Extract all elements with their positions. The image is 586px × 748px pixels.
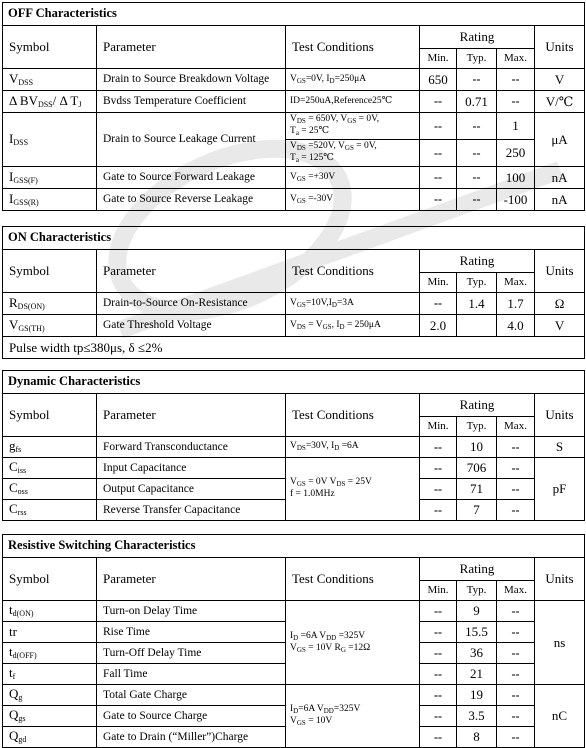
section-title: Dynamic Characteristics (3, 371, 585, 394)
max-cell: -- (497, 500, 535, 521)
max-cell: -- (497, 458, 535, 479)
symbol-cell: $Q_g$ (3, 685, 97, 706)
col-rating: Rating (420, 558, 535, 581)
typ-cell: -- (457, 140, 497, 167)
on-characteristics-table (2, 226, 585, 359)
col-parameter: Parameter (97, 26, 286, 69)
col-max: Max. (497, 417, 535, 437)
pulse-note: Pulse width tp≤380μs, δ ≤2% (3, 337, 585, 359)
col-max: Max. (497, 49, 535, 69)
symbol-cell: $C_{iss}$ (3, 458, 97, 479)
condition-cell: $V_{GS} = 0V$ $V_{DS} = 25V$ f = 1.0MHz (286, 458, 420, 521)
col-parameter: Parameter (97, 394, 286, 437)
typ-cell: 19 (457, 685, 497, 706)
col-max: Max. (497, 581, 535, 601)
symbol-cell: $I_{DSS}$ (3, 113, 97, 167)
parameter-cell: Gate to Source Charge (97, 706, 286, 727)
typ-cell: 706 (457, 458, 497, 479)
col-test-conditions: Test Conditions (286, 26, 420, 69)
max-cell: -- (497, 685, 535, 706)
table-row (3, 601, 585, 622)
parameter-cell: Gate to Source Forward Leakage (97, 167, 286, 189)
typ-cell: 15.5 (457, 622, 497, 643)
col-min: Min. (420, 581, 457, 601)
symbol-cell: $C_{rss}$ (3, 500, 97, 521)
max-cell: -- (497, 437, 535, 458)
condition-cell: $V_{GS}=10V,I_D=3A$ (286, 293, 420, 315)
max-cell: 4.0 (497, 315, 535, 337)
unit-cell: V (535, 69, 585, 91)
typ-cell: 3.5 (457, 706, 497, 727)
min-cell: -- (420, 685, 457, 706)
condition-cell: $I_D=6A$ $V_{DD}=325V$ $V_{GS} = 10V$ (286, 685, 420, 748)
unit-cell: nA (535, 167, 585, 189)
typ-cell: -- (457, 167, 497, 189)
typ-cell: 21 (457, 664, 497, 685)
min-cell: -- (420, 479, 457, 500)
condition-cell: $V_{DS} = V_{GS}$, $I_D = 250\mu A$ (286, 315, 420, 337)
table-row (3, 113, 585, 140)
col-test-conditions: Test Conditions (286, 558, 420, 601)
typ-cell: -- (457, 69, 497, 91)
table-row (3, 189, 585, 211)
col-min: Min. (420, 417, 457, 437)
table-row (3, 293, 585, 315)
symbol-cell: $I_{GSS(F)}$ (3, 167, 97, 189)
col-symbol: Symbol (3, 558, 97, 601)
parameter-cell: Fall Time (97, 664, 286, 685)
typ-cell: -- (457, 189, 497, 211)
min-cell: 650 (420, 69, 457, 91)
max-cell: 1.7 (497, 293, 535, 315)
max-cell: 100 (497, 167, 535, 189)
max-cell: -100 (497, 189, 535, 211)
table-row (3, 437, 585, 458)
unit-cell: nA (535, 189, 585, 211)
min-cell: -- (420, 437, 457, 458)
parameter-cell: Total Gate Charge (97, 685, 286, 706)
unit-cell: nC (535, 685, 585, 748)
symbol-cell: $C_{oss}$ (3, 479, 97, 500)
section-title: OFF Characteristics (3, 3, 585, 26)
min-cell: -- (420, 643, 457, 664)
condition-cell: $V_{GS} =+30V$ (286, 167, 420, 189)
parameter-cell: Forward Transconductance (97, 437, 286, 458)
col-units: Units (535, 26, 585, 69)
table-row (3, 69, 585, 91)
condition-cell: ID=250uA,Reference25℃ (286, 91, 420, 113)
typ-cell (457, 315, 497, 337)
typ-cell: 71 (457, 479, 497, 500)
col-parameter: Parameter (97, 558, 286, 601)
col-symbol: Symbol (3, 26, 97, 69)
parameter-cell: Gate to Source Reverse Leakage (97, 189, 286, 211)
unit-cell: V/℃ (535, 91, 585, 113)
min-cell: -- (420, 140, 457, 167)
symbol-cell: $t_{d(ON)}$ (3, 601, 97, 622)
symbol-cell: $I_{GSS(R)}$ (3, 189, 97, 211)
parameter-cell: Rise Time (97, 622, 286, 643)
condition-cell: $V_{GS} =-30V$ (286, 189, 420, 211)
col-rating: Rating (420, 250, 535, 273)
col-typ: Typ. (457, 581, 497, 601)
parameter-cell: Turn-Off Delay Time (97, 643, 286, 664)
condition-cell: $I_D =6A$ $V_{DD} =325V$ $V_{GS} = 10V$ $R_G =12\Omega$ (286, 601, 420, 685)
section-title: Resistive Switching Characteristics (3, 535, 585, 558)
parameter-cell: Gate to Drain (“Miller”)Charge (97, 727, 286, 748)
condition-cell: $V_{DS} = 650V$, $V_{GS} = 0V$, $T_a$ = 25℃ (286, 113, 420, 140)
parameter-cell: Gate Threshold Voltage (97, 315, 286, 337)
max-cell: -- (497, 706, 535, 727)
condition-cell: $V_{GS}=0V$, $I_D=250\mu A$ (286, 69, 420, 91)
symbol-cell: $Q_{gs}$ (3, 706, 97, 727)
col-typ: Typ. (457, 417, 497, 437)
min-cell: -- (420, 113, 457, 140)
parameter-cell: Drain to Source Breakdown Voltage (97, 69, 286, 91)
max-cell: -- (497, 69, 535, 91)
min-cell: -- (420, 727, 457, 748)
parameter-cell: Drain to Source Leakage Current (97, 113, 286, 167)
symbol-cell: $R_{DS(ON)}$ (3, 293, 97, 315)
col-min: Min. (420, 273, 457, 293)
col-rating: Rating (420, 394, 535, 417)
section-title: ON Characteristics (3, 227, 585, 250)
typ-cell: 36 (457, 643, 497, 664)
parameter-cell: Input Capacitance (97, 458, 286, 479)
parameter-cell: Turn-on Delay Time (97, 601, 286, 622)
col-rating: Rating (420, 26, 535, 49)
max-cell: 250 (497, 140, 535, 167)
typ-cell: 1.4 (457, 293, 497, 315)
symbol-cell: $V_{GS(TH)}$ (3, 315, 97, 337)
max-cell: -- (497, 479, 535, 500)
min-cell: 2.0 (420, 315, 457, 337)
table-row (3, 315, 585, 337)
col-max: Max. (497, 273, 535, 293)
symbol-cell: $t_{d(OFF)}$ (3, 643, 97, 664)
col-symbol: Symbol (3, 250, 97, 293)
table-row (3, 458, 585, 479)
col-units: Units (535, 558, 585, 601)
max-cell: -- (497, 622, 535, 643)
unit-cell: V (535, 315, 585, 337)
min-cell: -- (420, 500, 457, 521)
max-cell: -- (497, 643, 535, 664)
typ-cell: -- (457, 113, 497, 140)
symbol-cell: tr (3, 622, 97, 643)
unit-cell: μA (535, 113, 585, 167)
parameter-cell: Output Capacitance (97, 479, 286, 500)
col-min: Min. (420, 49, 457, 69)
symbol-cell: $V_{DSS}$ (3, 69, 97, 91)
unit-cell: Ω (535, 293, 585, 315)
unit-cell: pF (535, 458, 585, 521)
condition-cell: $V_{DS} =520V$, $V_{GS} = 0V$, $T_a$ = 125℃ (286, 140, 420, 167)
min-cell: -- (420, 458, 457, 479)
col-units: Units (535, 250, 585, 293)
parameter-cell: Reverse Transfer Capacitance (97, 500, 286, 521)
col-test-conditions: Test Conditions (286, 250, 420, 293)
table-row (3, 167, 585, 189)
unit-cell: ns (535, 601, 585, 685)
col-units: Units (535, 394, 585, 437)
symbol-cell: $g_{fs}$ (3, 437, 97, 458)
unit-cell: S (535, 437, 585, 458)
dynamic-characteristics-table (2, 370, 585, 521)
typ-cell: 0.71 (457, 91, 497, 113)
parameter-cell: Drain-to-Source On-Resistance (97, 293, 286, 315)
parameter-cell: Bvdss Temperature Coefficient (97, 91, 286, 113)
col-typ: Typ. (457, 273, 497, 293)
min-cell: -- (420, 664, 457, 685)
col-parameter: Parameter (97, 250, 286, 293)
max-cell: -- (497, 91, 535, 113)
off-characteristics-table (2, 2, 585, 211)
table-row (3, 685, 585, 706)
condition-cell: $V_{DS}=30V$, $I_D =6A$ (286, 437, 420, 458)
typ-cell: 7 (457, 500, 497, 521)
max-cell: -- (497, 601, 535, 622)
min-cell: -- (420, 167, 457, 189)
col-test-conditions: Test Conditions (286, 394, 420, 437)
col-typ: Typ. (457, 49, 497, 69)
typ-cell: 8 (457, 727, 497, 748)
max-cell: 1 (497, 113, 535, 140)
table-row (3, 91, 585, 113)
symbol-cell: $Q_{gd}$ (3, 727, 97, 748)
min-cell: -- (420, 622, 457, 643)
max-cell: -- (497, 664, 535, 685)
switching-characteristics-table (2, 534, 585, 748)
min-cell: -- (420, 706, 457, 727)
typ-cell: 9 (457, 601, 497, 622)
max-cell: -- (497, 727, 535, 748)
min-cell: -- (420, 91, 457, 113)
typ-cell: 10 (457, 437, 497, 458)
symbol-cell: Δ $BV_{DSS}/$ Δ $T_J$ (3, 91, 97, 113)
symbol-cell: $t_f$ (3, 664, 97, 685)
col-symbol: Symbol (3, 394, 97, 437)
min-cell: -- (420, 189, 457, 211)
table-row (3, 337, 585, 359)
min-cell: -- (420, 601, 457, 622)
min-cell: -- (420, 293, 457, 315)
